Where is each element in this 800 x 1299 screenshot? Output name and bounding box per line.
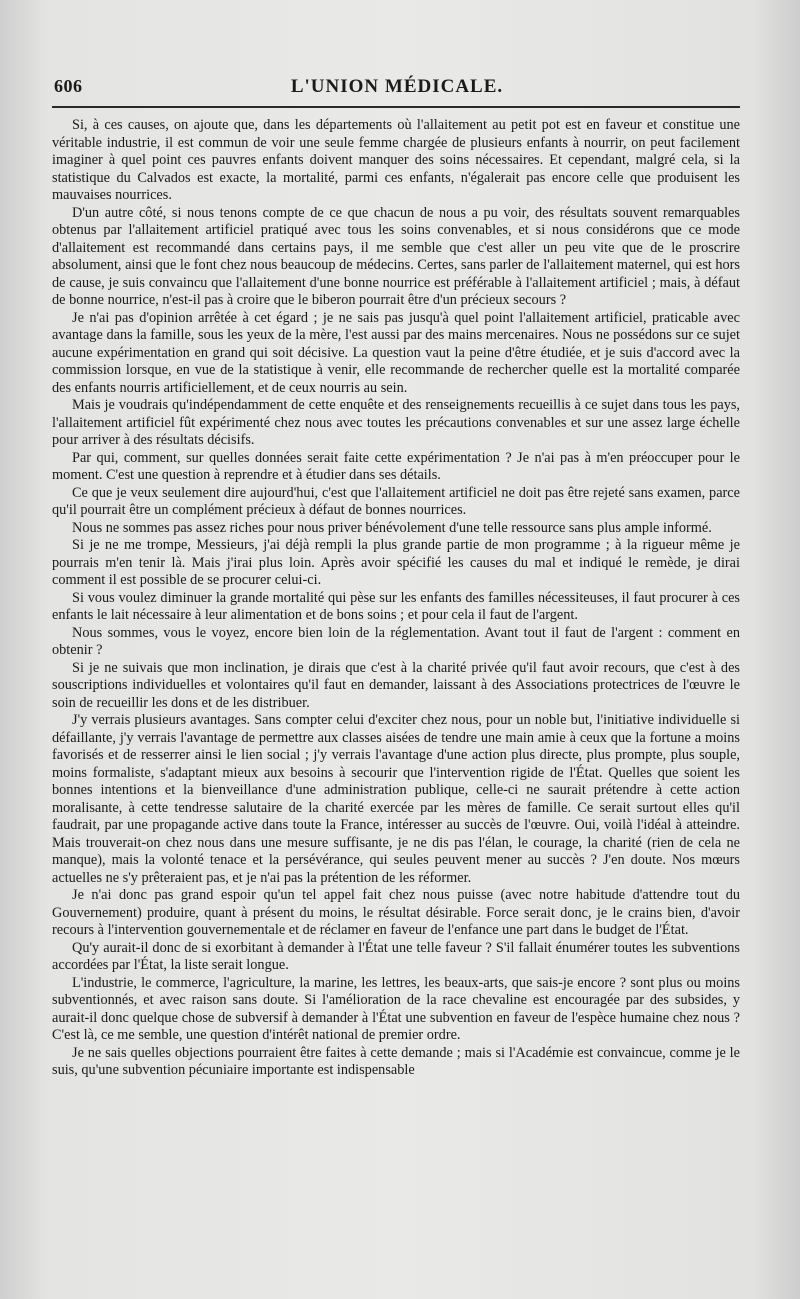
paragraph: Si je ne me trompe, Messieurs, j'ai déjà rempli la plus grande partie de mon programme ; à la rigueur même je pourrais m'en tenir là. Mais j'irai plus loin. Après avoir spécifié les causes du mal et indiqué le remède, je dirai comment il est possible de se procurer celui-ci.	[52, 537, 740, 588]
paragraph: Si, à ces causes, on ajoute que, dans les départements où l'allaitement au petit pot est en faveur et constitue une véritable industrie, il est commun de voir une seule femme chargée de plusieurs enfants à nourrir, on peut facilement imaginer à quel point ces pauvres enfants doivent manquer des soins nécessaires. Et cependant, malgré cela, si la statistique du Calvados est exacte, la mortalité, parmi ces enfants, n'égalerait pas encore celle que produisent les mauvaises nourrices.	[52, 117, 740, 203]
paragraph: J'y verrais plusieurs avantages. Sans compter celui d'exciter chez nous, pour un noble but, l'initiative individuelle si défaillante, j'y verrais l'avantage de permettre aux classes aisées de tendre une main amie à ceux que la fortune a moins favorisés et de resserrer ainsi le lien social ; j'y verrais l'avantage d'une action plus directe, plus prompte, plus souple, moins formaliste, s'adaptant mieux aux besoins à secourir que l'intervention rigide de l'État. Quelles que soient les bonnes intentions et la bienveillance d'une administration publique, celle-ci ne saurait prétendre à cette action moralisante, à cette tendresse salutaire de la charité exercée par les mères de famille. Ce serait surtout elles qu'il faudrait, par une propagande active dans toute la France, intéresser au succès de l'œuvre. Oui, voilà l'idéal à atteindre. Mais trouverait-on chez nous dans une mesure suffisante, je ne dis pas l'élan, le courage, la charité (rien de cela ne manque), mais la volonté tenace et la persévérance, qui seules peuvent mener au succès ? J'en doute. Nos mœurs actuelles ne s'y prêteraient pas, et je n'ai pas la prétention de les réformer.	[52, 712, 740, 886]
body-text	[52, 117, 740, 1080]
page-number: 606	[54, 76, 83, 96]
paragraph: Ce que je veux seulement dire aujourd'hui, c'est que l'allaitement artificiel ne doit pas être rejeté sans examen, parce qu'il pourrait être un complément précieux à défaut de bonnes nourrices.	[52, 484, 740, 518]
paragraph: Qu'y aurait-il donc de si exorbitant à demander à l'État une telle faveur ? S'il fallait énumérer toutes les subventions accordées par l'État, la liste serait longue.	[52, 939, 740, 973]
header-rule	[52, 106, 740, 108]
paragraph: Je ne sais quelles objections pourraient être faites à cette demande ; mais si l'Académie est convaincue, comme je le suis, qu'une subvention pécuniaire importante est indispensable	[52, 1044, 740, 1078]
paragraph: Nous sommes, vous le voyez, encore bien loin de la réglementation. Avant tout il faut de l'argent : comment en obtenir ?	[52, 624, 740, 658]
paragraph: Nous ne sommes pas assez riches pour nous priver bénévolement d'une telle ressource sans plus ample informé.	[72, 519, 712, 536]
paragraph: Si vous voulez diminuer la grande mortalité qui pèse sur les enfants des familles nécessiteuses, il faut procurer à ces enfants le lait nécessaire à leur alimentation et de bons soins ; et pour cela il faut de l'argent.	[52, 589, 740, 623]
paragraph: Mais je voudrais qu'indépendamment de cette enquête et des renseignements recueillis à ce sujet dans tous les pays, l'allaitement artificiel fût expérimenté chez nous avec toutes les précautions convenables et sur une assez large échelle pour arriver à des résultats décisifs.	[52, 397, 740, 448]
page-header	[52, 74, 742, 102]
paragraph: Je n'ai donc pas grand espoir qu'un tel appel fait chez nous puisse (avec notre habitude d'attendre tout du Gouvernement) produire, quant à présent du moins, le résultat désirable. Force serait donc, je le crains bien, d'avoir recours à l'intervention gouvernementale et de réclamer en faveur de l'enfance une part dans le budget de l'État.	[52, 887, 740, 938]
paragraph: L'industrie, le commerce, l'agriculture, la marine, les lettres, les beaux-arts, que sais-je encore ? sont plus ou moins subventionnés, et avec raison sans doute. Si l'amélioration de la race chevaline est encouragée par des subsides, y aurait-il donc quelque chose de subversif à demander à l'État une subvention en faveur de l'espèce humaine chez nous ? C'est là, ce me semble, une question d'intérêt national de premier ordre.	[52, 974, 740, 1043]
paragraph: D'un autre côté, si nous tenons compte de ce que chacun de nous a pu voir, des résultats souvent remarquables obtenus par l'allaitement artificiel pratiqué avec tous les soins convenables, et si nous considérons que ce mode d'allaitement est recommandé dans certains pays, il me semble que c'est aller un peu vite que de le proscrire absolument, ainsi que le font chez nous beaucoup de médecins. Certes, sans parler de l'allaitement maternel, qui est hors de cause, je suis convaincu que l'allaitement d'une bonne nourrice est préférable à l'allaitement artificiel ; mais, à défaut de bonne nourrice, n'est-il pas à croire que le biberon pourrait être d'un précieux secours ?	[52, 204, 740, 308]
paragraph: Je n'ai pas d'opinion arrêtée à cet égard ; je ne sais pas jusqu'à quel point l'allaitement artificiel, praticable avec avantage dans la famille, sous les yeux de la mère, l'est aussi par des mains mercenaires. Nous ne possédons sur ce sujet aucune expérimentation en grand qui soit décisive. La question vaut la peine d'être étudiée, et je suis d'accord avec la commission lorsque, en vue de la statistique à venir, elle recommande de rechercher quelle est la mortalité comparée des enfants nourris artificiellement, et de ceux nourris au sein.	[52, 309, 740, 396]
paragraph: Par qui, comment, sur quelles données serait faite cette expérimentation ? Je n'ai pas à m'en préoccuper pour le moment. C'est une question à reprendre et à étudier dans ses détails.	[52, 449, 740, 483]
paragraph: Si je ne suivais que mon inclination, je dirais que c'est à la charité privée qu'il faut avoir recours, que c'est à des souscriptions individuelles et volontaires qu'il faut en demander, laissant à des Associations protectrices de l'œuvre le soin de recueillir les dons et de les distribuer.	[52, 659, 740, 711]
running-title: L'UNION MÉDICALE.	[290, 76, 504, 97]
